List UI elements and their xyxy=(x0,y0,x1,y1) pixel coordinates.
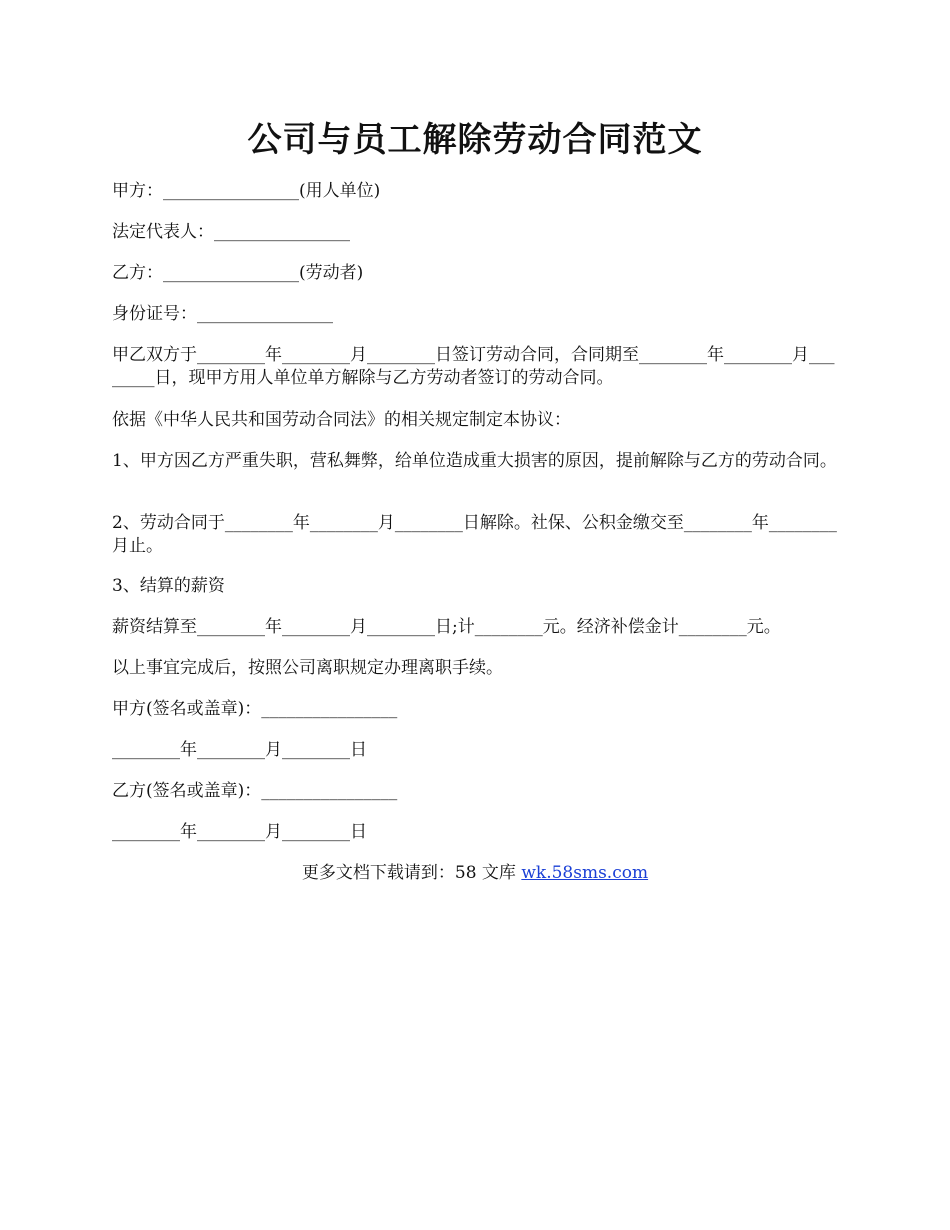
party-b-line: 乙方：________________(劳动者) xyxy=(112,263,364,283)
party-a-date-line: ________年________月________日 xyxy=(112,740,367,760)
document-title: 公司与员工解除劳动合同范文 xyxy=(247,120,703,160)
salary-settlement-paragraph: 薪资结算至________年________月________日;计________元。经济补偿金计________元。 xyxy=(112,617,781,637)
footer-link[interactable]: wk.58sms.com xyxy=(521,863,649,883)
legal-representative-line: 法定代表人：________________ xyxy=(112,222,350,242)
clause-2-paragraph: 2、劳动合同于________年________月________日解除。社保、公积金缴交至________年________月止。 xyxy=(112,513,837,556)
party-b-signature-line: 乙方(签名或盖章)：________________ xyxy=(112,781,398,801)
party-b-date-line: ________年________月________日 xyxy=(112,822,367,842)
footer-prefix: 更多文档下载请到：58 文库 xyxy=(301,863,522,883)
completion-paragraph: 以上事宜完成后，按照公司离职规定办理离职手续。 xyxy=(112,658,503,678)
clause-1-paragraph: 1、甲方因乙方严重失职，营私舞弊，给单位造成重大损害的原因，提前解除与乙方的劳动合同。 xyxy=(112,451,837,471)
id-number-line: 身份证号：________________ xyxy=(112,304,333,324)
legal-basis-paragraph: 依据《中华人民共和国劳动合同法》的相关规定制定本协议： xyxy=(112,410,571,430)
download-footer xyxy=(0,862,950,885)
party-a-signature-line: 甲方(签名或盖章)：________________ xyxy=(112,699,398,719)
clause-3-heading: 3、结算的薪资 xyxy=(112,576,225,596)
contract-termination-paragraph: 甲乙双方于________年________月________日签订劳动合同，合同期至________年________月________日，现甲方用人单位单方解除与乙方劳动者签订的劳动合同。 xyxy=(112,345,835,388)
party-a-line: 甲方：________________(用人单位) xyxy=(112,181,381,201)
